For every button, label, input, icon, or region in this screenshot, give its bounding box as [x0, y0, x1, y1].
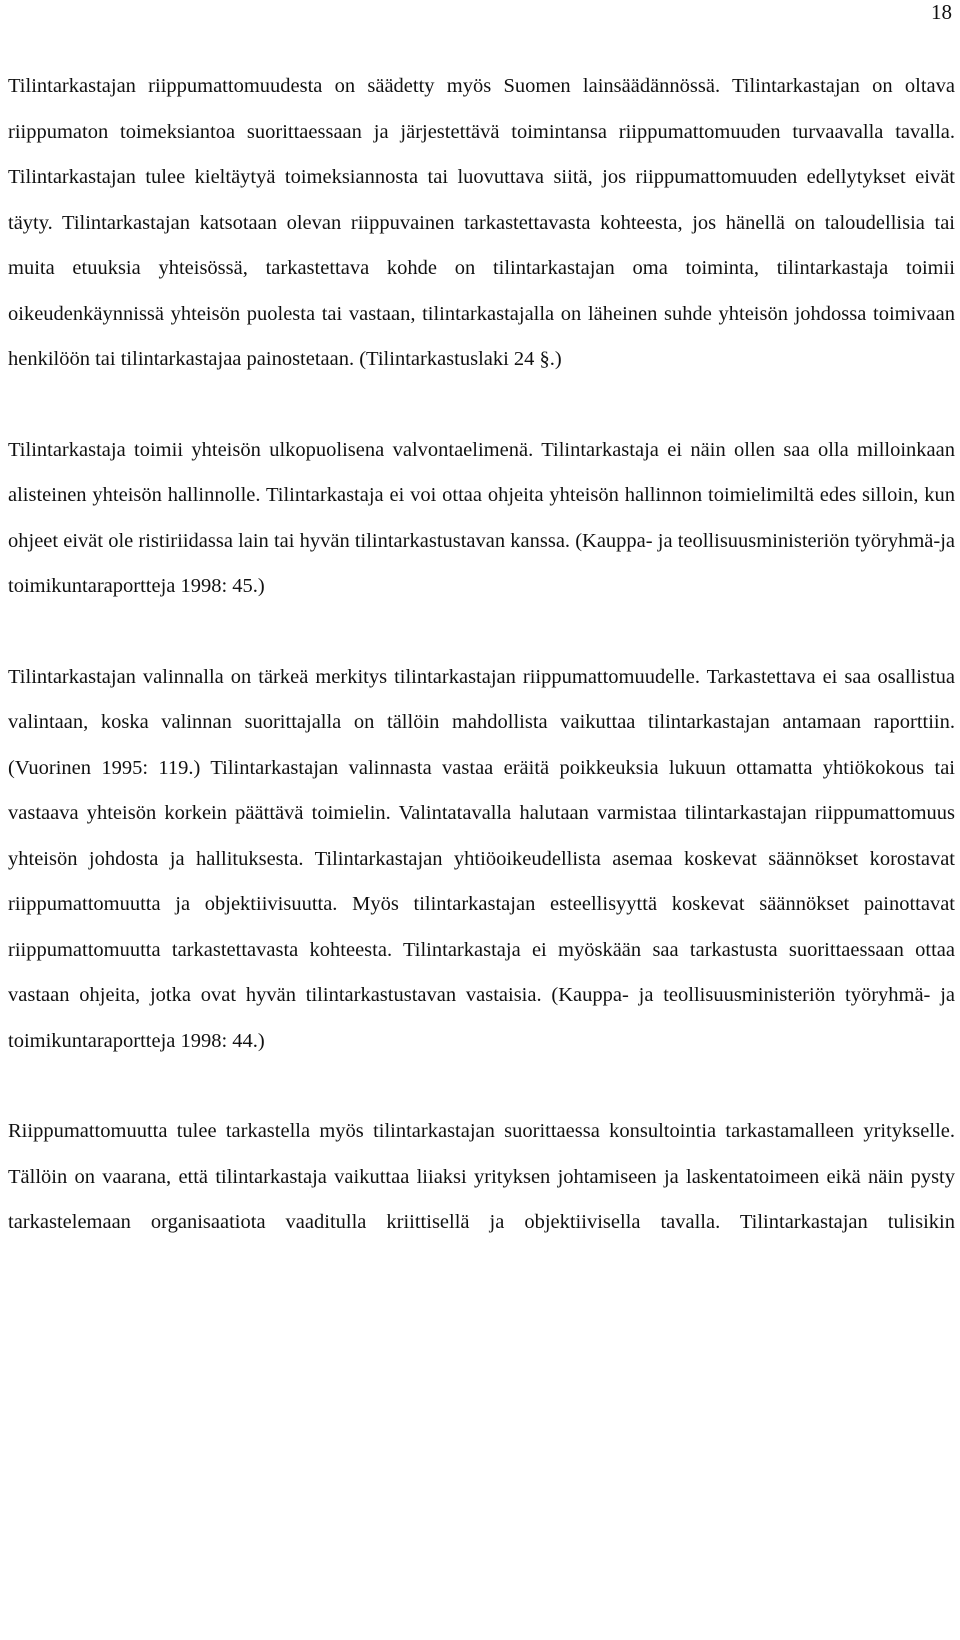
paragraph-spacer: [8, 610, 955, 655]
paragraph-auditor-selection: Tilintarkastajan valinnalla on tärkeä merkitys tilintarkastajan riippumattomuudelle. Tarkastettava ei saa osallistua valintaan, koska valinnan suorittajalla on tällöin mahdollista vaikuttaa tilintarkastajan antamaan raporttiin. (Vuorinen 1995: 119.) Tilintarkastajan valinnasta vastaa eräitä poikkeuksia lukuun ottamatta yhtiökokous tai vastaava yhteisön korkein päättävä toimielin. Valintatavalla halutaan varmistaa tilintarkastajan riippumattomuus yhteisön johdosta ja hallituksesta. Tilintarkastajan yhtiöoikeudellista asemaa koskevat säännökset korostavat riippumattomuutta ja objektiivisuutta. Myös tilintarkastajan esteellisyyttä koskevat säännökset painottavat riippumattomuutta tarkastettavasta kohteesta. Tilintarkastaja ei myöskään saa tarkastusta suorittaessaan ottaa vastaan ohjeita, jotka ovat hyvän tilintarkastustavan vastaisia. (Kauppa- ja teollisuusministeriön työryhmä- ja toimikuntaraportteja 1998: 44.): [8, 665, 955, 1052]
paragraph-external-supervisor: Tilintarkastaja toimii yhteisön ulkopuolisena valvontaelimenä. Tilintarkastaja ei näin ollen saa olla milloinkaan alisteinen yhteisön hallinnolle. Tilintarkastaja ei voi ottaa ohjeita yhteisön hallinnon toimielimiltä edes silloin, kun ohjeet eivät ole ristiriidassa lain tai hyvän tilintarkastustavan kanssa. (Kauppa- ja teollisuusministeriön työryhmä-ja toimikuntaraportteja 1998: 45.): [8, 438, 955, 597]
document-body: [8, 64, 955, 1246]
paragraph-spacer: [8, 1064, 955, 1109]
page-number: 18: [931, 0, 952, 24]
paragraph-independence-legislation: Tilintarkastajan riippumattomuudesta on säädetty myös Suomen lainsäädännössä. Tilintarkastajan on oltava riippumaton toimeksiantoa suorittaessaan ja järjestettävä toimintansa riippumattomuuden turvaavalla tavalla. Tilintarkastajan tulee kieltäytyä toimeksiannosta tai luovuttava siitä, jos riippumattomuuden edellytykset eivät täyty. Tilintarkastajan katsotaan olevan riippuvainen tarkastettavasta kohteesta, jos hänellä on taloudellisia tai muita etuuksia yhteisössä, tarkastettava kohde on tilintarkastajan oma toiminta, tilintarkastaja toimii oikeudenkäynnissä yhteisön puolesta tai vastaan, tilintarkastajalla on läheinen suhde yhteisön johdossa toimivaan henkilöön tai tilintarkastajaa painostetaan. (Tilintarkastuslaki 24 §.): [8, 75, 955, 370]
paragraph-spacer: [8, 383, 955, 428]
paragraph-consulting: Riippumattomuutta tulee tarkastella myös tilintarkastajan suorittaessa konsultointia tarkastamalleen yritykselle. Tällöin on vaarana, että tilintarkastaja vaikuttaa liiaksi yrityksen johtamiseen ja laskentatoimeen eikä näin pysty tarkastelemaan organisaatiota vaaditulla kriittisellä ja objektiivisella tavalla. Tilintarkastajan tulisikin: [8, 1120, 955, 1233]
